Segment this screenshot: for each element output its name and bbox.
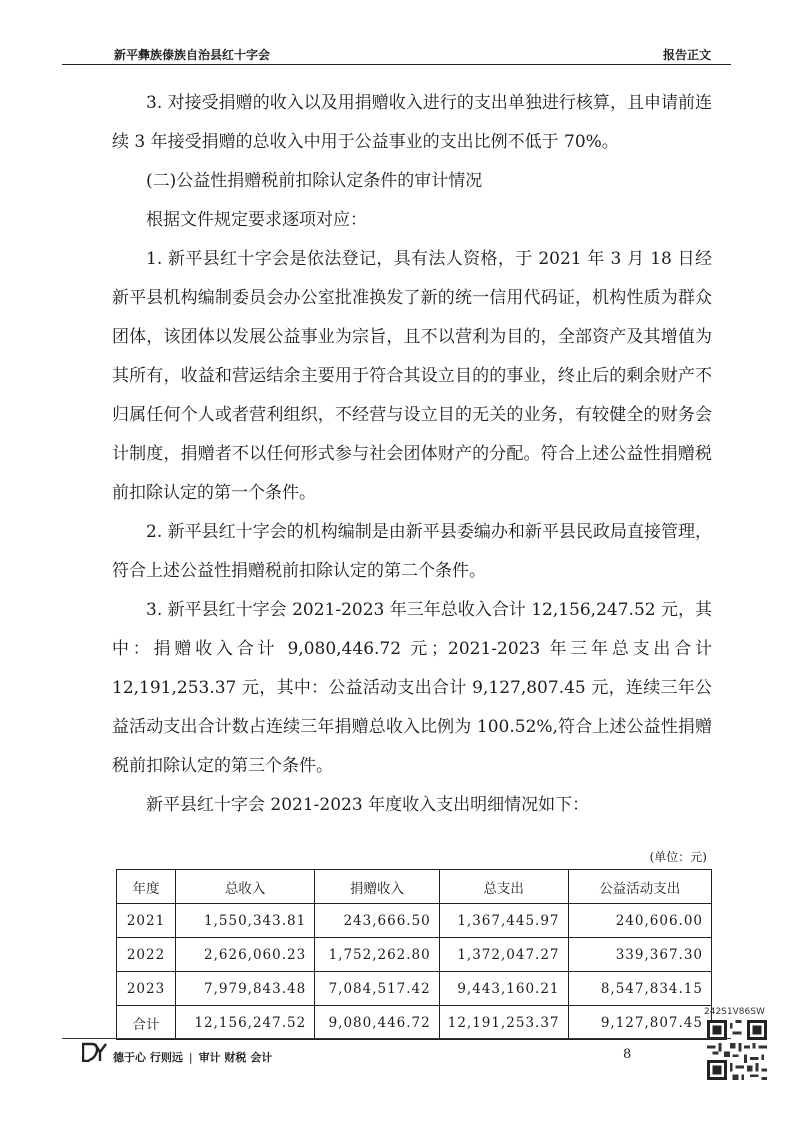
- paragraph-table-intro: 新平县红十字会 2021-2023 年度收入支出明细情况如下：: [146, 795, 590, 815]
- table-row: [117, 938, 712, 972]
- paragraph-condition-3: 3. 对接受捐赠的收入以及用捐赠收入进行的支出单独进行核算，且申请前连续 3 年接受捐赠的总收入中用于公益事业的支出比例不低于 70%。: [112, 93, 712, 152]
- firm-logo-icon: [82, 1042, 108, 1062]
- paragraph-item-3: 3. 新平县红十字会 2021-2023 年三年总收入合计 12,156,247.52 元，其中：捐赠收入合计 9,080,446.72 元；2021-2023 年三年总支出合计 12,191,253.37 元，其中：公益活动支出合计 9,127,807.45 元，连续三年公益活动支出合计数占连续三年捐赠总收入比例为 100.52%,符合上述公益性捐赠税前扣除认定的第三个条件。: [112, 600, 712, 776]
- column-header-donation-income: 捐赠收入: [315, 870, 440, 904]
- table-cell: 2,626,060.23: [176, 938, 315, 972]
- table-row: [117, 972, 712, 1006]
- table-unit-label: (单位：元): [649, 850, 707, 864]
- table-cell: 9,443,160.21: [439, 972, 568, 1006]
- column-header-charity-expenditure: 公益活动支出: [568, 870, 711, 904]
- table-cell: 1,550,343.81: [176, 904, 315, 938]
- table-cell: 9,080,446.72: [315, 1006, 440, 1040]
- report-body: [112, 84, 712, 825]
- footer-slogan-block: 德于心 行则远 | 审计 财税 会计: [113, 1051, 273, 1064]
- column-header-total-income: 总收入: [176, 870, 315, 904]
- table-cell: 1,372,047.27: [439, 938, 568, 972]
- table-cell: 2022: [117, 938, 176, 972]
- table-cell: 339,367.30: [568, 938, 711, 972]
- table-header-row: [117, 870, 712, 904]
- table-cell: 240,606.00: [568, 904, 711, 938]
- table-cell: 合计: [117, 1006, 176, 1040]
- table-cell: 7,084,517.42: [315, 972, 440, 1006]
- page-header: [62, 40, 731, 62]
- footer-divider: [62, 1038, 731, 1039]
- section-heading-audit: (二)公益性捐赠税前扣除认定条件的审计情况: [146, 171, 483, 191]
- table-cell: 2021: [117, 904, 176, 938]
- table-cell: 243,666.50: [315, 904, 440, 938]
- table-cell: 12,191,253.37: [439, 1006, 568, 1040]
- paragraph-item-2: 2. 新平县红十字会的机构编制是由新平县委编办和新平县民政局直接管理，符合上述公益性捐赠税前扣除认定的第二个条件。: [112, 522, 712, 581]
- income-expenditure-table: [116, 869, 712, 1040]
- table-cell: 2023: [117, 972, 176, 1006]
- footer-slogan: 德于心 行则远: [113, 1051, 183, 1064]
- table-cell: 9,127,807.45: [568, 1006, 711, 1040]
- table-cell: 12,156,247.52: [176, 1006, 315, 1040]
- table-cell: 1,367,445.97: [439, 904, 568, 938]
- footer-services: 审计 财税 会计: [198, 1051, 273, 1064]
- header-doc-type: 报告正文: [662, 48, 711, 62]
- column-header-year: 年度: [117, 870, 176, 904]
- paragraph-intro: 根据文件规定要求逐项对应：: [146, 210, 367, 230]
- table-cell: 7,979,843.48: [176, 972, 315, 1006]
- page-number: 8: [623, 1047, 632, 1062]
- table-cell: 1,752,262.80: [315, 938, 440, 972]
- header-divider: [62, 64, 731, 65]
- qr-code-icon: [707, 1020, 767, 1080]
- table-row: [117, 904, 712, 938]
- header-org-name: 新平彝族傣族自治县红十字会: [114, 48, 271, 62]
- serial-code: 242S1V86SW: [704, 1007, 765, 1017]
- column-header-total-expenditure: 总支出: [439, 870, 568, 904]
- paragraph-item-1: 1. 新平县红十字会是依法登记，具有法人资格，于 2021 年 3 月 18 日经新平县机构编制委员会办公室批准换发了新的统一信用代码证，机构性质为群众团体，该团体以发展公益事业为宗旨，且不以营利为目的，全部资产及其增值为其所有，收益和营运结余主要用于符合其设立目的的事业，终止后的剩余财产不归属任何个人或者营利组织，不经营与设立目的无关的业务，有较健全的财务会计制度，捐赠者不以任何形式参与社会团体财产的分配。符合上述公益性捐赠税前扣除认定的第一个条件。: [112, 249, 712, 503]
- table-cell: 8,547,834.15: [568, 972, 711, 1006]
- table-total-row: [117, 1006, 712, 1040]
